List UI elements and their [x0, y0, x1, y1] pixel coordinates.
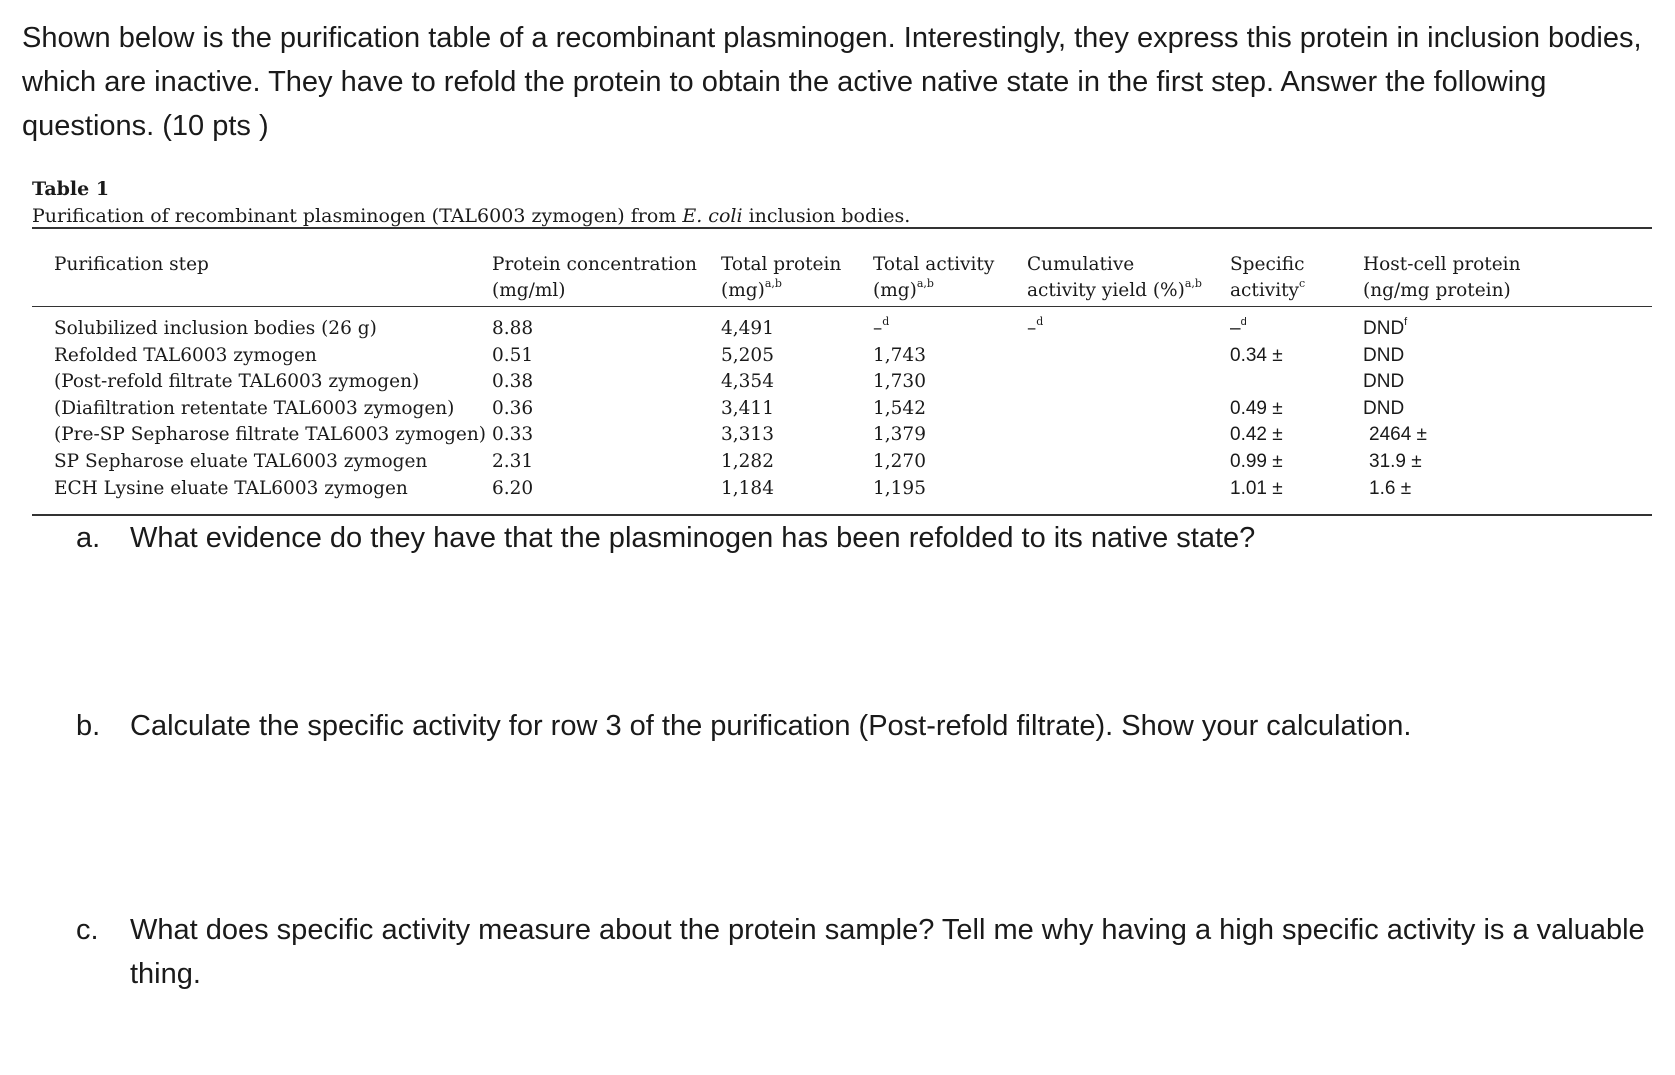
cell-specific-activity: 0.49 ± — [1230, 397, 1283, 419]
column-cumulative-yield — [1027, 316, 1043, 502]
header-protein-concentration: Protein concentration (mg/ml) — [492, 254, 697, 301]
caption-organism: E. coli — [682, 205, 743, 227]
cell-specific-activity: –$^d$ — [1230, 316, 1247, 339]
cell-host-cell-protein: 1.6 ± — [1369, 477, 1412, 499]
cell-total-activity: 1,730 — [873, 371, 926, 393]
table-top-rule — [32, 227, 1652, 229]
table-row-step: (Pre-SP Sepharose filtrate TAL6003 zymogen) — [54, 424, 486, 446]
question-text: What evidence do they have that the plasminogen has been refolded to its native state? — [130, 522, 1256, 554]
cell-concentration: 2.31 — [492, 450, 534, 472]
cell-total-protein: 3,313 — [721, 424, 774, 446]
cell-yield — [1027, 449, 1043, 476]
cell-total-activity: 1,379 — [873, 424, 926, 446]
table-row-step: ECH Lysine eluate TAL6003 zymogen — [54, 477, 408, 499]
cell-concentration: 0.51 — [492, 344, 534, 366]
cell-host-cell-protein: 31.9 ± — [1369, 450, 1422, 472]
cell-host-cell-protein: DND — [1363, 371, 1405, 393]
cell-total-protein: 3,411 — [721, 397, 774, 419]
question-letter: b. — [76, 710, 101, 742]
cell-host-cell-protein: DND — [1363, 344, 1405, 366]
cell-concentration: 6.20 — [492, 477, 534, 499]
cell-specific-activity: 0.99 ± — [1230, 450, 1283, 472]
header-host-cell-protein: Host-cell protein (ng/mg protein) — [1363, 254, 1521, 301]
cell-yield — [1027, 343, 1043, 370]
cell-total-activity: –$^d$ — [873, 315, 890, 339]
cell-total-activity: 1,743 — [873, 344, 926, 366]
column-specific-activity — [1230, 316, 1283, 502]
question-letter: a. — [76, 522, 101, 554]
header-purification-step: Purification step — [54, 254, 209, 275]
cell-specific-activity: 1.01 ± — [1230, 477, 1283, 499]
cell-concentration: 0.38 — [492, 371, 534, 393]
table-caption: Purification of recombinant plasminogen (TAL6003 zymogen) from E. coli inclusion bodies. — [32, 205, 911, 227]
cell-host-cell-protein: 2464 ± — [1369, 424, 1427, 446]
question-text: Calculate the specific activity for row 3 of the purification (Post-refold filtrate). Show your calculation. — [130, 710, 1412, 742]
cell-specific-activity: 0.42 ± — [1230, 424, 1283, 446]
column-total-protein — [721, 316, 774, 502]
table-label: Table 1 — [32, 178, 110, 200]
cell-total-protein: 1,184 — [721, 477, 774, 499]
table-row-step: Refolded TAL6003 zymogen — [54, 344, 317, 366]
cell-specific-activity — [1230, 369, 1283, 396]
cell-yield — [1027, 369, 1043, 396]
column-concentration — [492, 316, 533, 502]
column-host-cell-protein — [1363, 316, 1427, 502]
table-row-step: Solubilized inclusion bodies (26 g) — [54, 318, 377, 339]
cell-yield — [1027, 396, 1043, 423]
cell-host-cell-protein: DND — [1363, 397, 1405, 419]
cell-total-protein: 1,282 — [721, 450, 774, 472]
column-step — [54, 316, 486, 502]
question-text: What does specific activity measure about the protein sample? Tell me why having a high specific activity is a valuable thing. — [130, 914, 1645, 990]
table-row-step: (Post-refold filtrate TAL6003 zymogen) — [54, 371, 420, 393]
cell-total-activity: 1,195 — [873, 477, 926, 499]
table-row-step: SP Sepharose eluate TAL6003 zymogen — [54, 450, 428, 472]
table-row-step: (Diafiltration retentate TAL6003 zymogen) — [54, 397, 455, 419]
cell-total-protein: 5,205 — [721, 344, 774, 366]
header-bottom-rule — [32, 306, 1652, 307]
cell-concentration: 0.36 — [492, 397, 534, 419]
header-total-activity: Total activity (mg)$^{a,b}$ — [873, 254, 995, 301]
cell-concentration: 8.88 — [492, 318, 534, 339]
cell-yield: –$^d$ — [1027, 315, 1044, 339]
cell-specific-activity: 0.34 ± — [1230, 344, 1283, 366]
cell-yield — [1027, 476, 1043, 503]
cell-yield — [1027, 422, 1043, 449]
column-total-activity — [873, 316, 926, 502]
header-cumulative-yield: Cumulative activity yield (%)$^{a,b}$ — [1027, 254, 1202, 301]
cell-total-protein: 4,354 — [721, 371, 774, 393]
cell-host-cell-protein: DND$^f$ — [1363, 316, 1408, 339]
header-total-protein: Total protein (mg)$^{a,b}$ — [721, 254, 842, 301]
header-specific-activity: Specific activity$^c$ — [1230, 254, 1306, 301]
cell-total-activity: 1,542 — [873, 397, 926, 419]
cell-total-protein: 4,491 — [721, 318, 774, 339]
intro-paragraph: Shown below is the purification table of a recombinant plasminogen. Interestingly, they express this protein in inclusion bodies, which are inactive. They have to refold the protein to obtain the active native state in the first step. Answer the following questions. (10 pts ) — [22, 22, 1642, 142]
cell-concentration: 0.33 — [492, 424, 534, 446]
question-letter: c. — [76, 914, 99, 946]
cell-total-activity: 1,270 — [873, 450, 926, 472]
